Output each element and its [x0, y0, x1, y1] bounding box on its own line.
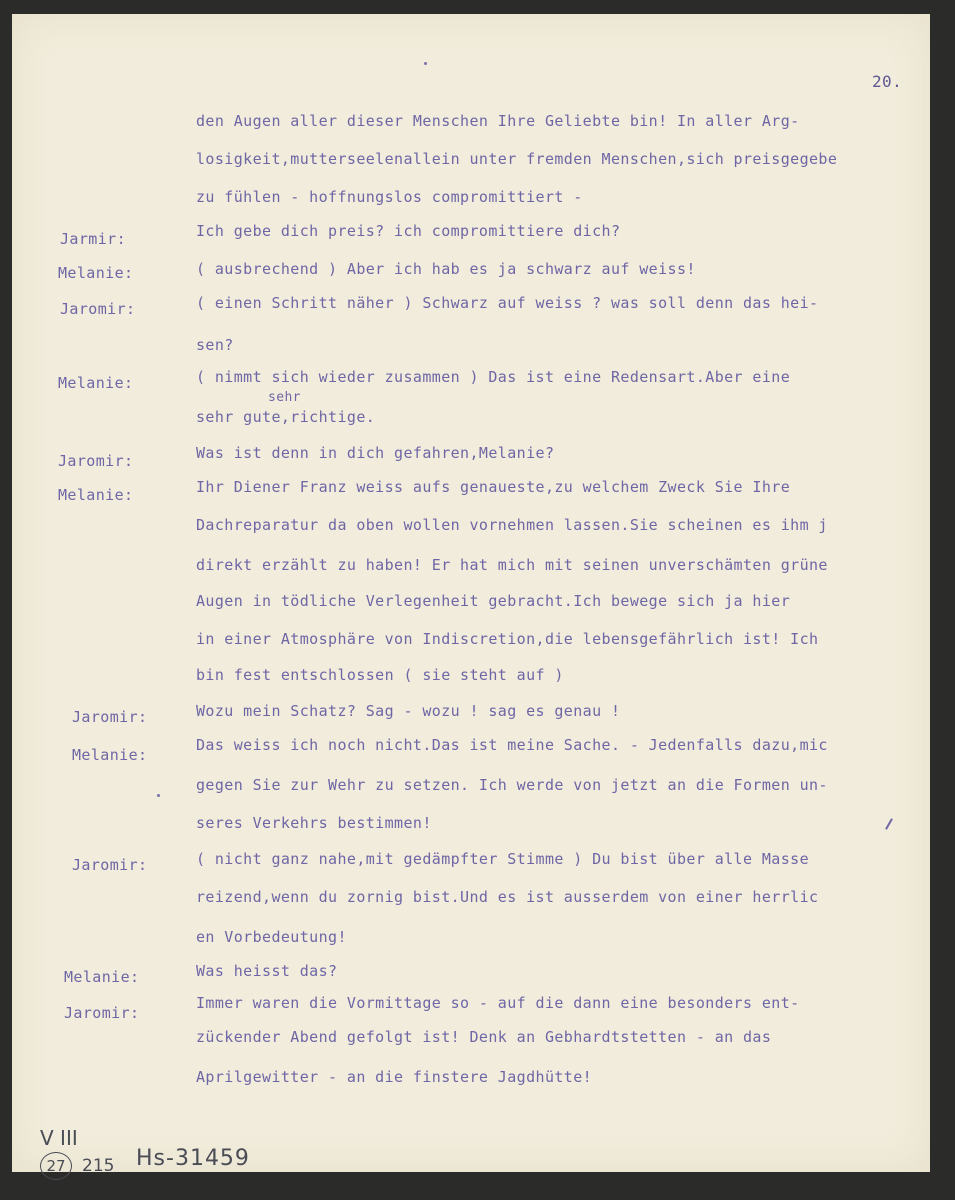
text-line: Was heisst das?	[196, 962, 338, 980]
text-line: zückender Abend gefolgt ist! Denk an Gebhardtstetten - an das	[196, 1028, 772, 1046]
speaker-label: Melanie:	[58, 374, 134, 392]
text-line: in einer Atmosphäre von Indiscretion,die lebensgefährlich ist! Ich	[196, 630, 819, 648]
ink-dot	[157, 794, 160, 797]
text-line: seres Verkehrs bestimmen!	[196, 814, 432, 832]
inserted-word: sehr	[268, 390, 301, 405]
text-line: sehr gute,richtige.	[196, 408, 376, 426]
text-line: en Vorbedeutung!	[196, 928, 347, 946]
text-line: Das weiss ich noch nicht.Das ist meine Sache. - Jedenfalls dazu,mic	[196, 736, 828, 754]
text-line: losigkeit,mutterseelenallein unter fremden Menschen,sich preisgegebe	[196, 150, 838, 168]
speaker-label: Melanie:	[64, 968, 140, 986]
circled-number: 27	[40, 1152, 72, 1180]
handwritten-signature: Hs-31459	[136, 1146, 250, 1171]
text-line: Was ist denn in dich gefahren,Melanie?	[196, 444, 555, 462]
text-line: Augen in tödliche Verlegenheit gebracht.Ich bewege sich ja hier	[196, 592, 791, 610]
text-line: bin fest entschlossen ( sie steht auf )	[196, 666, 564, 684]
speaker-label: Jarmir:	[60, 230, 127, 248]
text-line: sen?	[196, 336, 234, 354]
handwritten-folio: 215	[82, 1156, 115, 1176]
text-line: Dachreparatur da oben wollen vornehmen lassen.Sie scheinen es ihm j	[196, 516, 828, 534]
text-line: Immer waren die Vormittage so - auf die dann eine besonders ent-	[196, 994, 800, 1012]
text-line: Ich gebe dich preis? ich compromittiere dich?	[196, 222, 621, 240]
speaker-label: Melanie:	[72, 746, 148, 764]
speaker-label: Jaromir:	[58, 452, 134, 470]
text-line: den Augen aller dieser Menschen Ihre Geliebte bin! In aller Arg-	[196, 112, 800, 130]
text-line: gegen Sie zur Wehr zu setzen. Ich werde von jetzt an die Formen un-	[196, 776, 828, 794]
ink-dot	[424, 62, 427, 65]
text-line: direkt erzählt zu haben! Er hat mich mit seinen unverschämten grüne	[196, 556, 828, 574]
speaker-label: Jaromir:	[64, 1004, 140, 1022]
speaker-label: Melanie:	[58, 264, 134, 282]
speaker-label: Jaromir:	[60, 300, 136, 318]
speaker-label: Jaromir:	[72, 856, 148, 874]
text-line: Aprilgewitter - an die finstere Jagdhütte!	[196, 1068, 593, 1086]
text-line: reizend,wenn du zornig bist.Und es ist ausserdem von einer herrlic	[196, 888, 819, 906]
text-line: ( nicht ganz nahe,mit gedämpfter Stimme ) Du bist über alle Masse	[196, 850, 809, 868]
text-line: ( nimmt sich wieder zusammen ) Das ist eine Redensart.Aber eine	[196, 368, 791, 386]
text-line: ( einen Schritt näher ) Schwarz auf weiss ? was soll denn das hei-	[196, 294, 819, 312]
speaker-label: Jaromir:	[72, 708, 148, 726]
speaker-label: Melanie:	[58, 486, 134, 504]
handwritten-roman-numeral: V III	[40, 1126, 78, 1150]
page-number: 20.	[872, 72, 903, 91]
text-line: Ihr Diener Franz weiss aufs genaueste,zu welchem Zweck Sie Ihre	[196, 478, 791, 496]
text-line: ( ausbrechend ) Aber ich hab es ja schwarz auf weiss!	[196, 260, 696, 278]
text-line: Wozu mein Schatz? Sag - wozu ! sag es genau !	[196, 702, 621, 720]
text-line: zu fühlen - hoffnungslos compromittiert -	[196, 188, 583, 206]
